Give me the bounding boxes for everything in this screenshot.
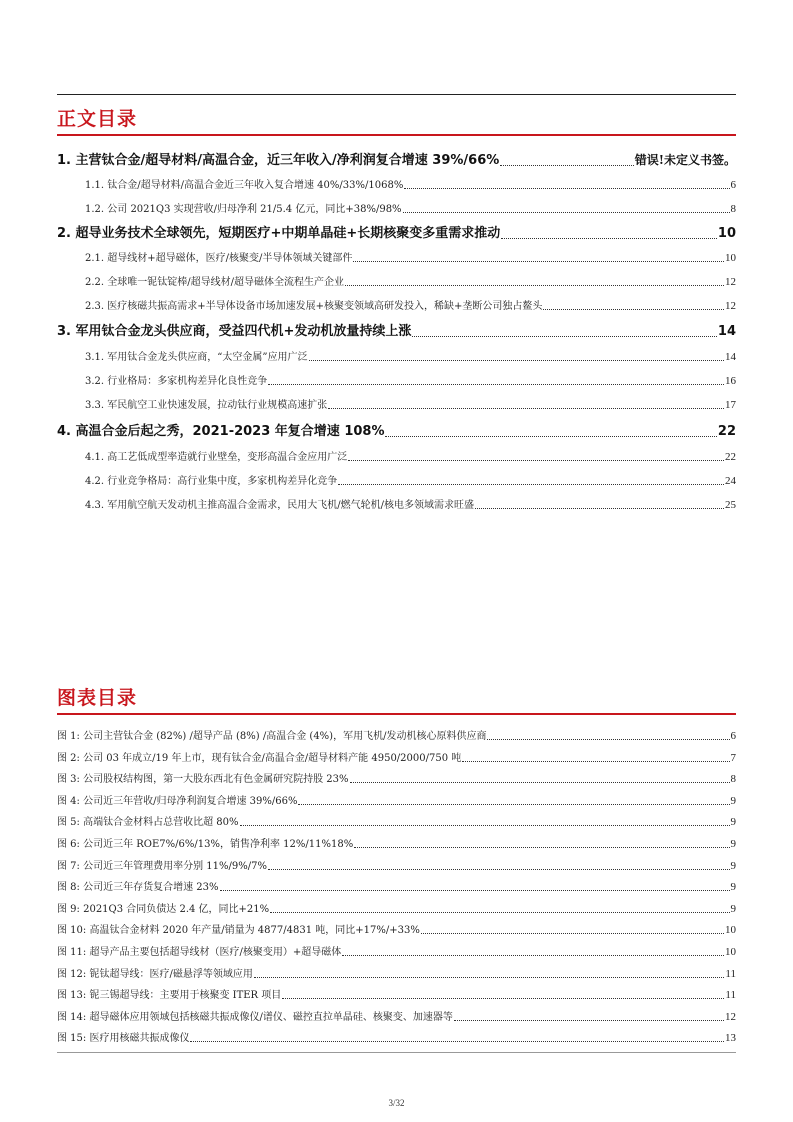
figure-entry-label: 图 5: 高端钛合金材料占总营收比超 80% [57, 817, 239, 829]
toc-entry-page: 10 [717, 226, 736, 241]
figure-entry[interactable] [57, 1009, 736, 1023]
toc-dot-leader [403, 211, 730, 213]
toc-entry-page: 22 [725, 451, 736, 463]
figure-entry-page: 9 [730, 859, 736, 872]
toc-entry-section[interactable] [85, 373, 736, 387]
toc-entry-page: 24 [725, 475, 736, 487]
figure-dot-leader [190, 1040, 724, 1042]
figure-entry-page: 10 [725, 946, 736, 958]
toc-entry-page: 25 [725, 499, 736, 511]
toc-entry-page: 12 [725, 276, 736, 288]
toc-title: 正文目录 [57, 108, 138, 130]
figure-entry-page: 11 [725, 967, 736, 980]
figure-entry[interactable] [57, 793, 736, 807]
figure-entry[interactable] [57, 814, 736, 828]
toc-entry-page: 错误!未定义书签。 [634, 153, 736, 167]
toc-entry-section[interactable] [85, 497, 736, 511]
figures-title: 图表目录 [57, 687, 138, 709]
figure-entry[interactable] [57, 728, 736, 742]
toc-entry-label: 1.1. 钛合金/超导材料/高温合金近三年收入复合增速 40%/33%/1068% [85, 180, 404, 191]
figure-entry-page: 11 [725, 989, 736, 1002]
toc-entry-chapter[interactable] [57, 150, 736, 168]
toc-entry-label: 1. 主营钛合金/超导材料/高温合金，近三年收入/净利润复合增速 39%/66% [57, 153, 500, 168]
figure-entry-page: 10 [725, 924, 736, 937]
figure-entry-page: 8 [730, 773, 736, 786]
toc-entry-page: 8 [730, 203, 736, 215]
figure-entry-label: 图 9: 2021Q3 合同负债达 2.4 亿，同比+21% [57, 903, 270, 915]
figure-dot-leader [240, 824, 730, 826]
toc-entry-page: 6 [730, 179, 736, 191]
toc-entry-section[interactable] [85, 177, 736, 191]
toc-dot-leader [309, 359, 725, 361]
figure-entry-page: 6 [730, 730, 736, 742]
toc-entry-page: 17 [725, 399, 736, 411]
figure-entry[interactable] [57, 771, 736, 785]
figure-entry-page: 12 [725, 1010, 736, 1023]
toc-dot-leader [412, 335, 717, 337]
toc-entry-page: 10 [725, 252, 736, 264]
toc-entry-section[interactable] [85, 298, 736, 312]
toc-entry-label: 3.2. 行业格局：多家机构差异化良性竞争 [85, 376, 268, 387]
header-rule [57, 94, 736, 95]
toc-entry-label: 2.3. 医疗核磁共振高需求+半导体设备市场加速发展+核聚变领域高研发投入，稀缺+垄断公司独占鳌头 [85, 301, 543, 312]
figure-entry[interactable] [57, 922, 736, 936]
figure-entry-page: 9 [730, 881, 736, 894]
toc-entry-page: 22 [717, 424, 736, 439]
figure-entry-label: 图 4: 公司近三年营收/归母净利润复合增速 39%/66% [57, 795, 298, 807]
toc-entry-label: 4.3. 军用航空航天发动机主推高温合金需求，民用大飞机/燃气轮机/核电多领域需求旺盛 [85, 500, 474, 511]
figure-dot-leader [270, 911, 729, 913]
figure-entry[interactable] [57, 879, 736, 893]
figure-entry-page: 9 [730, 816, 736, 829]
figure-entry-label: 图 10: 高温钛合金材料 2020 年产量/销量为 4877/4831 吨，同比+17%/+33% [57, 925, 420, 937]
page-number: 3/32 [388, 1098, 405, 1108]
figure-dot-leader [421, 932, 724, 934]
figure-dot-leader [254, 976, 725, 978]
toc-dot-leader [500, 164, 633, 166]
toc-dot-leader [348, 459, 724, 461]
figure-entry-label: 图 6: 公司近三年 ROE7%/6%/13%，销售净利率 12%/11%18% [57, 839, 354, 850]
toc-entry-section[interactable] [85, 473, 736, 487]
figure-entry-page: 9 [730, 838, 736, 850]
toc-entry-label: 4.2. 行业竞争格局：高行业集中度，多家机构差异化竞争 [85, 476, 338, 487]
figure-dot-leader [462, 760, 729, 762]
toc-title-rule [57, 134, 736, 136]
figure-entry[interactable] [57, 858, 736, 872]
toc-entry-chapter[interactable] [57, 223, 736, 241]
figure-dot-leader [268, 868, 730, 870]
toc-entry-section[interactable] [85, 201, 736, 215]
toc-dot-leader [501, 237, 717, 239]
toc-entry-label: 4.1. 高工艺低成型率造就行业壁垒，变形高温合金应用广泛 [85, 452, 348, 463]
figure-entry[interactable] [57, 966, 736, 980]
toc-entry-page: 14 [717, 324, 736, 339]
figure-dot-leader [454, 1019, 724, 1021]
toc-entry-section[interactable] [85, 449, 736, 463]
figure-entry-label: 图 14: 超导磁体应用领域包括核磁共振成像仪/谱仪、磁控直拉单晶硅、核聚变、加速器等 [57, 1011, 453, 1023]
figure-entry-label: 图 13: 铌三锡超导线：主要用于核聚变 ITER 项目 [57, 990, 282, 1002]
toc-dot-leader [543, 308, 724, 310]
toc-dot-leader [328, 407, 724, 409]
toc-dot-leader [404, 187, 729, 189]
figure-entry-label: 图 15: 医疗用核磁共振成像仪 [57, 1033, 190, 1045]
toc-entry-chapter[interactable] [57, 321, 736, 339]
toc-entry-section[interactable] [85, 274, 736, 288]
figure-entry-page: 13 [725, 1032, 736, 1045]
toc-dot-leader [338, 483, 724, 485]
figure-entry[interactable] [57, 987, 736, 1001]
figure-entry-label: 图 8: 公司近三年存货复合增速 23% [57, 882, 219, 894]
toc-entry-label: 2.2. 全球唯一铌钛锭棒/超导线材/超导磁体全流程生产企业 [85, 277, 344, 288]
figure-entry-label: 图 12: 铌钛超导线：医疗/磁悬浮等领域应用 [57, 968, 253, 980]
toc-dot-leader [345, 284, 724, 286]
figure-entry-label: 图 7: 公司近三年管理费用率分别 11%/9%/7% [57, 860, 267, 872]
figure-entry-page: 9 [730, 794, 736, 807]
figure-dot-leader [220, 889, 730, 891]
toc-entry-label: 2. 超导业务技术全球领先，短期医疗+中期单晶硅+长期核聚变多重需求推动 [57, 226, 501, 241]
figure-entry-page: 7 [730, 751, 736, 764]
toc-entry-page: 14 [725, 351, 736, 363]
toc-entry-section[interactable] [85, 397, 736, 411]
figure-entry-label: 图 2: 公司 03 年成立/19 年上市，现有钛合金/高温合金/超导材料产能 4950/2000/750 吨 [57, 752, 462, 764]
toc-dot-leader [385, 435, 716, 437]
figures-title-rule [57, 713, 736, 715]
toc-entry-label: 3.1. 军用钛合金龙头供应商，“太空金属”应用广泛 [85, 352, 308, 363]
figure-dot-leader [282, 997, 724, 999]
figure-dot-leader [342, 954, 724, 956]
figure-entry-label: 图 11: 超导产品主要包括超导线材（医疗/核聚变用）+超导磁体 [57, 947, 342, 958]
toc-entry-section[interactable] [85, 349, 736, 363]
toc-entry-label: 4. 高温合金后起之秀，2021-2023 年复合增速 108% [57, 424, 385, 439]
toc-entry-label: 3. 军用钛合金龙头供应商，受益四代机+发动机放量持续上涨 [57, 324, 412, 339]
figure-entry[interactable] [57, 901, 736, 915]
toc-entry-label: 3.3. 军民航空工业快速发展，拉动钛行业规模高速扩张 [85, 400, 328, 411]
toc-entry-page: 12 [725, 300, 736, 312]
figure-entry-label: 图 3: 公司股权结构图，第一大股东西北有色金属研究院持股 23% [57, 774, 349, 786]
figure-entry[interactable] [57, 750, 736, 764]
figure-entry[interactable] [57, 944, 736, 958]
figure-entry-page: 9 [730, 902, 736, 915]
footer-rule [57, 1052, 736, 1053]
toc-dot-leader [268, 383, 724, 385]
toc-entry-chapter[interactable] [57, 421, 736, 439]
figure-entry-label: 图 1: 公司主营钛合金 (82%) /超导产品 (8%) /高温合金 (4%)，军用飞机/发动机核心原料供应商 [57, 731, 487, 742]
figure-entry[interactable] [57, 836, 736, 850]
figure-dot-leader [350, 781, 730, 783]
toc-entry-page: 16 [725, 375, 736, 387]
figure-dot-leader [487, 738, 729, 740]
figure-entry[interactable] [57, 1030, 736, 1044]
toc-entry-label: 1.2. 公司 2021Q3 实现营收/归母净利 21/5.4 亿元，同比+38%/98% [85, 204, 402, 215]
figure-dot-leader [354, 846, 729, 848]
toc-entry-label: 2.1. 超导线材+超导磁体，医疗/核聚变/半导体领域关键部件 [85, 253, 353, 264]
toc-dot-leader [353, 260, 724, 262]
figure-dot-leader [298, 803, 729, 805]
toc-entry-section[interactable] [85, 250, 736, 264]
toc-dot-leader [475, 507, 724, 509]
